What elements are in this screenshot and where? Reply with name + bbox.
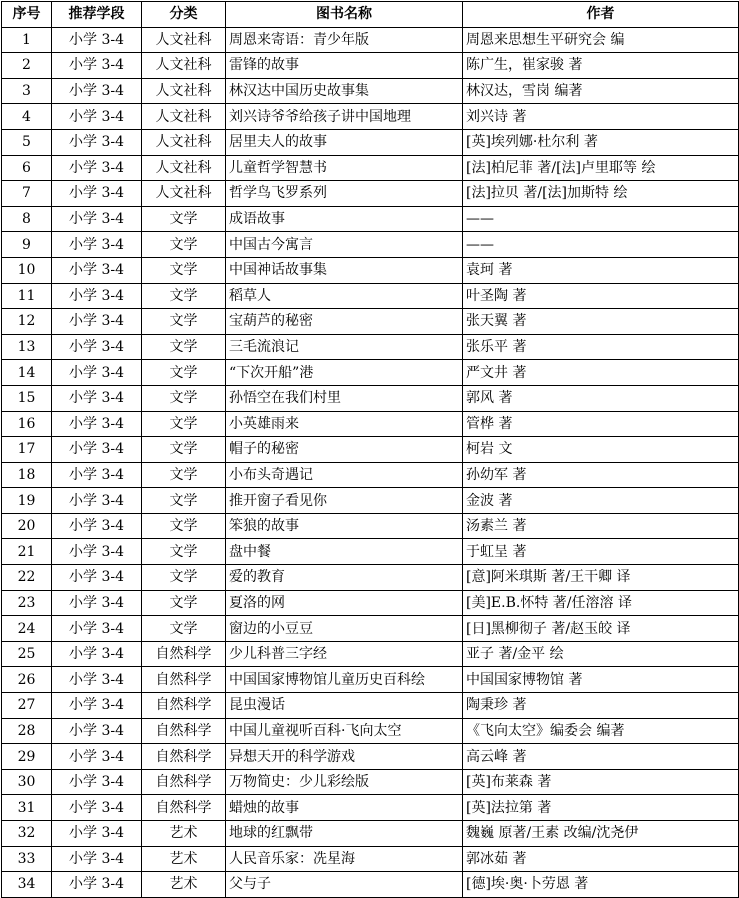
cell-category: 文学 [142,411,226,437]
table-row [2,744,739,770]
table-row [2,590,739,616]
cell-author: 中国国家博物馆 著 [463,667,739,693]
table-row [2,411,739,437]
cell-category: 文学 [142,206,226,232]
cell-stage: 小学 3-4 [52,616,142,642]
cell-stage: 小学 3-4 [52,539,142,565]
cell-no: 11 [2,283,52,309]
table-row [2,539,739,565]
table-row [2,155,739,181]
cell-stage: 小学 3-4 [52,257,142,283]
cell-title: 蜡烛的故事 [226,795,463,821]
cell-stage: 小学 3-4 [52,104,142,130]
header-category: 分类 [142,2,226,28]
cell-title: 爱的教育 [226,565,463,591]
cell-category: 人文社科 [142,27,226,53]
cell-category: 自然科学 [142,667,226,693]
cell-title: 哲学鸟飞罗系列 [226,181,463,207]
cell-no: 29 [2,744,52,770]
cell-no: 4 [2,104,52,130]
table-row [2,232,739,258]
cell-no: 34 [2,872,52,898]
cell-category: 文学 [142,488,226,514]
cell-category: 艺术 [142,846,226,872]
cell-no: 18 [2,462,52,488]
cell-no: 10 [2,257,52,283]
book-list-table [1,1,739,898]
cell-author: [英]法拉第 著 [463,795,739,821]
table-row [2,206,739,232]
cell-stage: 小学 3-4 [52,206,142,232]
cell-author: 袁珂 著 [463,257,739,283]
cell-title: 中国神话故事集 [226,257,463,283]
cell-stage: 小学 3-4 [52,309,142,335]
cell-author: [日]黑柳彻子 著/赵玉皎 译 [463,616,739,642]
cell-category: 文学 [142,232,226,258]
cell-stage: 小学 3-4 [52,667,142,693]
table-row [2,846,739,872]
cell-category: 文学 [142,283,226,309]
cell-stage: 小学 3-4 [52,129,142,155]
table-row [2,693,739,719]
table-row [2,872,739,898]
cell-category: 自然科学 [142,744,226,770]
cell-stage: 小学 3-4 [52,334,142,360]
cell-no: 15 [2,385,52,411]
cell-stage: 小学 3-4 [52,693,142,719]
table-row [2,795,739,821]
cell-stage: 小学 3-4 [52,488,142,514]
cell-category: 文学 [142,616,226,642]
table-row [2,283,739,309]
cell-no: 22 [2,565,52,591]
cell-title: 父与子 [226,872,463,898]
cell-author: [意]阿米琪斯 著/王干卿 译 [463,565,739,591]
cell-stage: 小学 3-4 [52,232,142,258]
cell-category: 文学 [142,360,226,386]
cell-stage: 小学 3-4 [52,360,142,386]
cell-author: 张乐平 著 [463,334,739,360]
cell-title: 异想天开的科学游戏 [226,744,463,770]
cell-author: 严文井 著 [463,360,739,386]
cell-stage: 小学 3-4 [52,513,142,539]
cell-no: 27 [2,693,52,719]
cell-title: 宝葫芦的秘密 [226,309,463,335]
cell-title: 帽子的秘密 [226,437,463,463]
cell-category: 文学 [142,513,226,539]
cell-author: [英]布莱森 著 [463,769,739,795]
cell-no: 23 [2,590,52,616]
cell-category: 文学 [142,385,226,411]
table-row [2,334,739,360]
cell-title: 中国古今寓言 [226,232,463,258]
cell-author: 汤素兰 著 [463,513,739,539]
cell-stage: 小学 3-4 [52,565,142,591]
cell-title: 成语故事 [226,206,463,232]
cell-stage: 小学 3-4 [52,641,142,667]
table-row [2,667,739,693]
cell-category: 文学 [142,309,226,335]
cell-category: 人文社科 [142,78,226,104]
cell-title: 少儿科普三字经 [226,641,463,667]
cell-author: 张天翼 著 [463,309,739,335]
cell-title: 孙悟空在我们村里 [226,385,463,411]
cell-no: 25 [2,641,52,667]
cell-category: 文学 [142,539,226,565]
cell-category: 文学 [142,437,226,463]
cell-no: 19 [2,488,52,514]
table-row [2,53,739,79]
cell-no: 17 [2,437,52,463]
cell-title: 笨狼的故事 [226,513,463,539]
cell-stage: 小学 3-4 [52,872,142,898]
cell-title: 三毛流浪记 [226,334,463,360]
cell-title: 周恩来寄语：青少年版 [226,27,463,53]
cell-stage: 小学 3-4 [52,795,142,821]
cell-no: 13 [2,334,52,360]
cell-stage: 小学 3-4 [52,769,142,795]
table-row [2,27,739,53]
cell-stage: 小学 3-4 [52,411,142,437]
table-row [2,462,739,488]
cell-no: 9 [2,232,52,258]
cell-stage: 小学 3-4 [52,181,142,207]
cell-no: 26 [2,667,52,693]
table-row [2,257,739,283]
cell-author: [美]E.B.怀特 著/任溶溶 译 [463,590,739,616]
cell-author: 郭风 著 [463,385,739,411]
cell-title: 昆虫漫话 [226,693,463,719]
table-row [2,360,739,386]
cell-author: [德]埃·奥·卜劳恩 著 [463,872,739,898]
table-row [2,616,739,642]
cell-author: —— [463,232,739,258]
cell-author: 林汉达，雪岗 编著 [463,78,739,104]
cell-category: 人文社科 [142,104,226,130]
cell-category: 人文社科 [142,53,226,79]
cell-category: 自然科学 [142,718,226,744]
cell-title: 小英雄雨来 [226,411,463,437]
cell-title: 夏洛的网 [226,590,463,616]
cell-no: 2 [2,53,52,79]
cell-author: 柯岩 文 [463,437,739,463]
cell-title: 窗边的小豆豆 [226,616,463,642]
cell-author: 金波 著 [463,488,739,514]
cell-no: 8 [2,206,52,232]
cell-no: 1 [2,27,52,53]
cell-category: 自然科学 [142,693,226,719]
cell-no: 12 [2,309,52,335]
cell-category: 文学 [142,590,226,616]
table-row [2,718,739,744]
table-row [2,437,739,463]
cell-category: 自然科学 [142,769,226,795]
cell-author: 孙幼军 著 [463,462,739,488]
cell-title: 推开窗子看见你 [226,488,463,514]
table-row [2,641,739,667]
table-row [2,78,739,104]
cell-category: 艺术 [142,821,226,847]
cell-author: 郭冰茹 著 [463,846,739,872]
cell-title: 人民音乐家：冼星海 [226,846,463,872]
cell-author: 周恩来思想生平研究会 编 [463,27,739,53]
header-author: 作者 [463,2,739,28]
cell-no: 32 [2,821,52,847]
cell-title: 刘兴诗爷爷给孩子讲中国地理 [226,104,463,130]
cell-author: [法]拉贝 著/[法]加斯特 绘 [463,181,739,207]
cell-stage: 小学 3-4 [52,53,142,79]
cell-author: 高云峰 著 [463,744,739,770]
cell-no: 3 [2,78,52,104]
table-row [2,309,739,335]
cell-stage: 小学 3-4 [52,462,142,488]
cell-stage: 小学 3-4 [52,846,142,872]
table-row [2,513,739,539]
cell-category: 文学 [142,462,226,488]
cell-title: 中国儿童视听百科·飞向太空 [226,718,463,744]
header-stage: 推荐学段 [52,2,142,28]
cell-title: 地球的红飘带 [226,821,463,847]
cell-category: 自然科学 [142,795,226,821]
cell-stage: 小学 3-4 [52,27,142,53]
cell-stage: 小学 3-4 [52,385,142,411]
cell-category: 艺术 [142,872,226,898]
cell-title: 中国国家博物馆儿童历史百科绘 [226,667,463,693]
cell-no: 21 [2,539,52,565]
table-row [2,565,739,591]
cell-author: 陶秉珍 著 [463,693,739,719]
cell-no: 30 [2,769,52,795]
cell-no: 28 [2,718,52,744]
cell-category: 人文社科 [142,181,226,207]
cell-title: 稻草人 [226,283,463,309]
cell-title: 小布头奇遇记 [226,462,463,488]
header-row [2,2,739,28]
cell-category: 文学 [142,257,226,283]
cell-author: 《飞向太空》编委会 编著 [463,718,739,744]
cell-author: 管桦 著 [463,411,739,437]
cell-title: 林汉达中国历史故事集 [226,78,463,104]
cell-category: 人文社科 [142,155,226,181]
cell-no: 14 [2,360,52,386]
cell-stage: 小学 3-4 [52,718,142,744]
cell-author: 于虹呈 著 [463,539,739,565]
cell-category: 文学 [142,334,226,360]
cell-title: “下次开船”港 [226,360,463,386]
table-row [2,769,739,795]
cell-no: 7 [2,181,52,207]
cell-stage: 小学 3-4 [52,78,142,104]
header-title: 图书名称 [226,2,463,28]
cell-stage: 小学 3-4 [52,744,142,770]
cell-stage: 小学 3-4 [52,821,142,847]
table-row [2,488,739,514]
cell-author: —— [463,206,739,232]
cell-title: 儿童哲学智慧书 [226,155,463,181]
cell-author: 陈广生，崔家骏 著 [463,53,739,79]
cell-stage: 小学 3-4 [52,437,142,463]
cell-no: 5 [2,129,52,155]
cell-author: 魏巍 原著/王素 改编/沈尧伊 [463,821,739,847]
cell-stage: 小学 3-4 [52,590,142,616]
cell-title: 居里夫人的故事 [226,129,463,155]
cell-author: [英]埃列娜·杜尔利 著 [463,129,739,155]
table-row [2,104,739,130]
cell-stage: 小学 3-4 [52,155,142,181]
cell-no: 6 [2,155,52,181]
cell-category: 文学 [142,565,226,591]
cell-title: 盘中餐 [226,539,463,565]
cell-no: 20 [2,513,52,539]
cell-no: 16 [2,411,52,437]
cell-author: [法]柏尼菲 著/[法]卢里耶等 绘 [463,155,739,181]
cell-title: 万物简史：少儿彩绘版 [226,769,463,795]
cell-author: 刘兴诗 著 [463,104,739,130]
table-row [2,821,739,847]
cell-category: 自然科学 [142,641,226,667]
table-row [2,181,739,207]
table-row [2,129,739,155]
cell-title: 雷锋的故事 [226,53,463,79]
cell-category: 人文社科 [142,129,226,155]
cell-no: 24 [2,616,52,642]
cell-no: 31 [2,795,52,821]
table-row [2,385,739,411]
cell-author: 亚子 著/金平 绘 [463,641,739,667]
header-no: 序号 [2,2,52,28]
cell-stage: 小学 3-4 [52,283,142,309]
cell-no: 33 [2,846,52,872]
cell-author: 叶圣陶 著 [463,283,739,309]
